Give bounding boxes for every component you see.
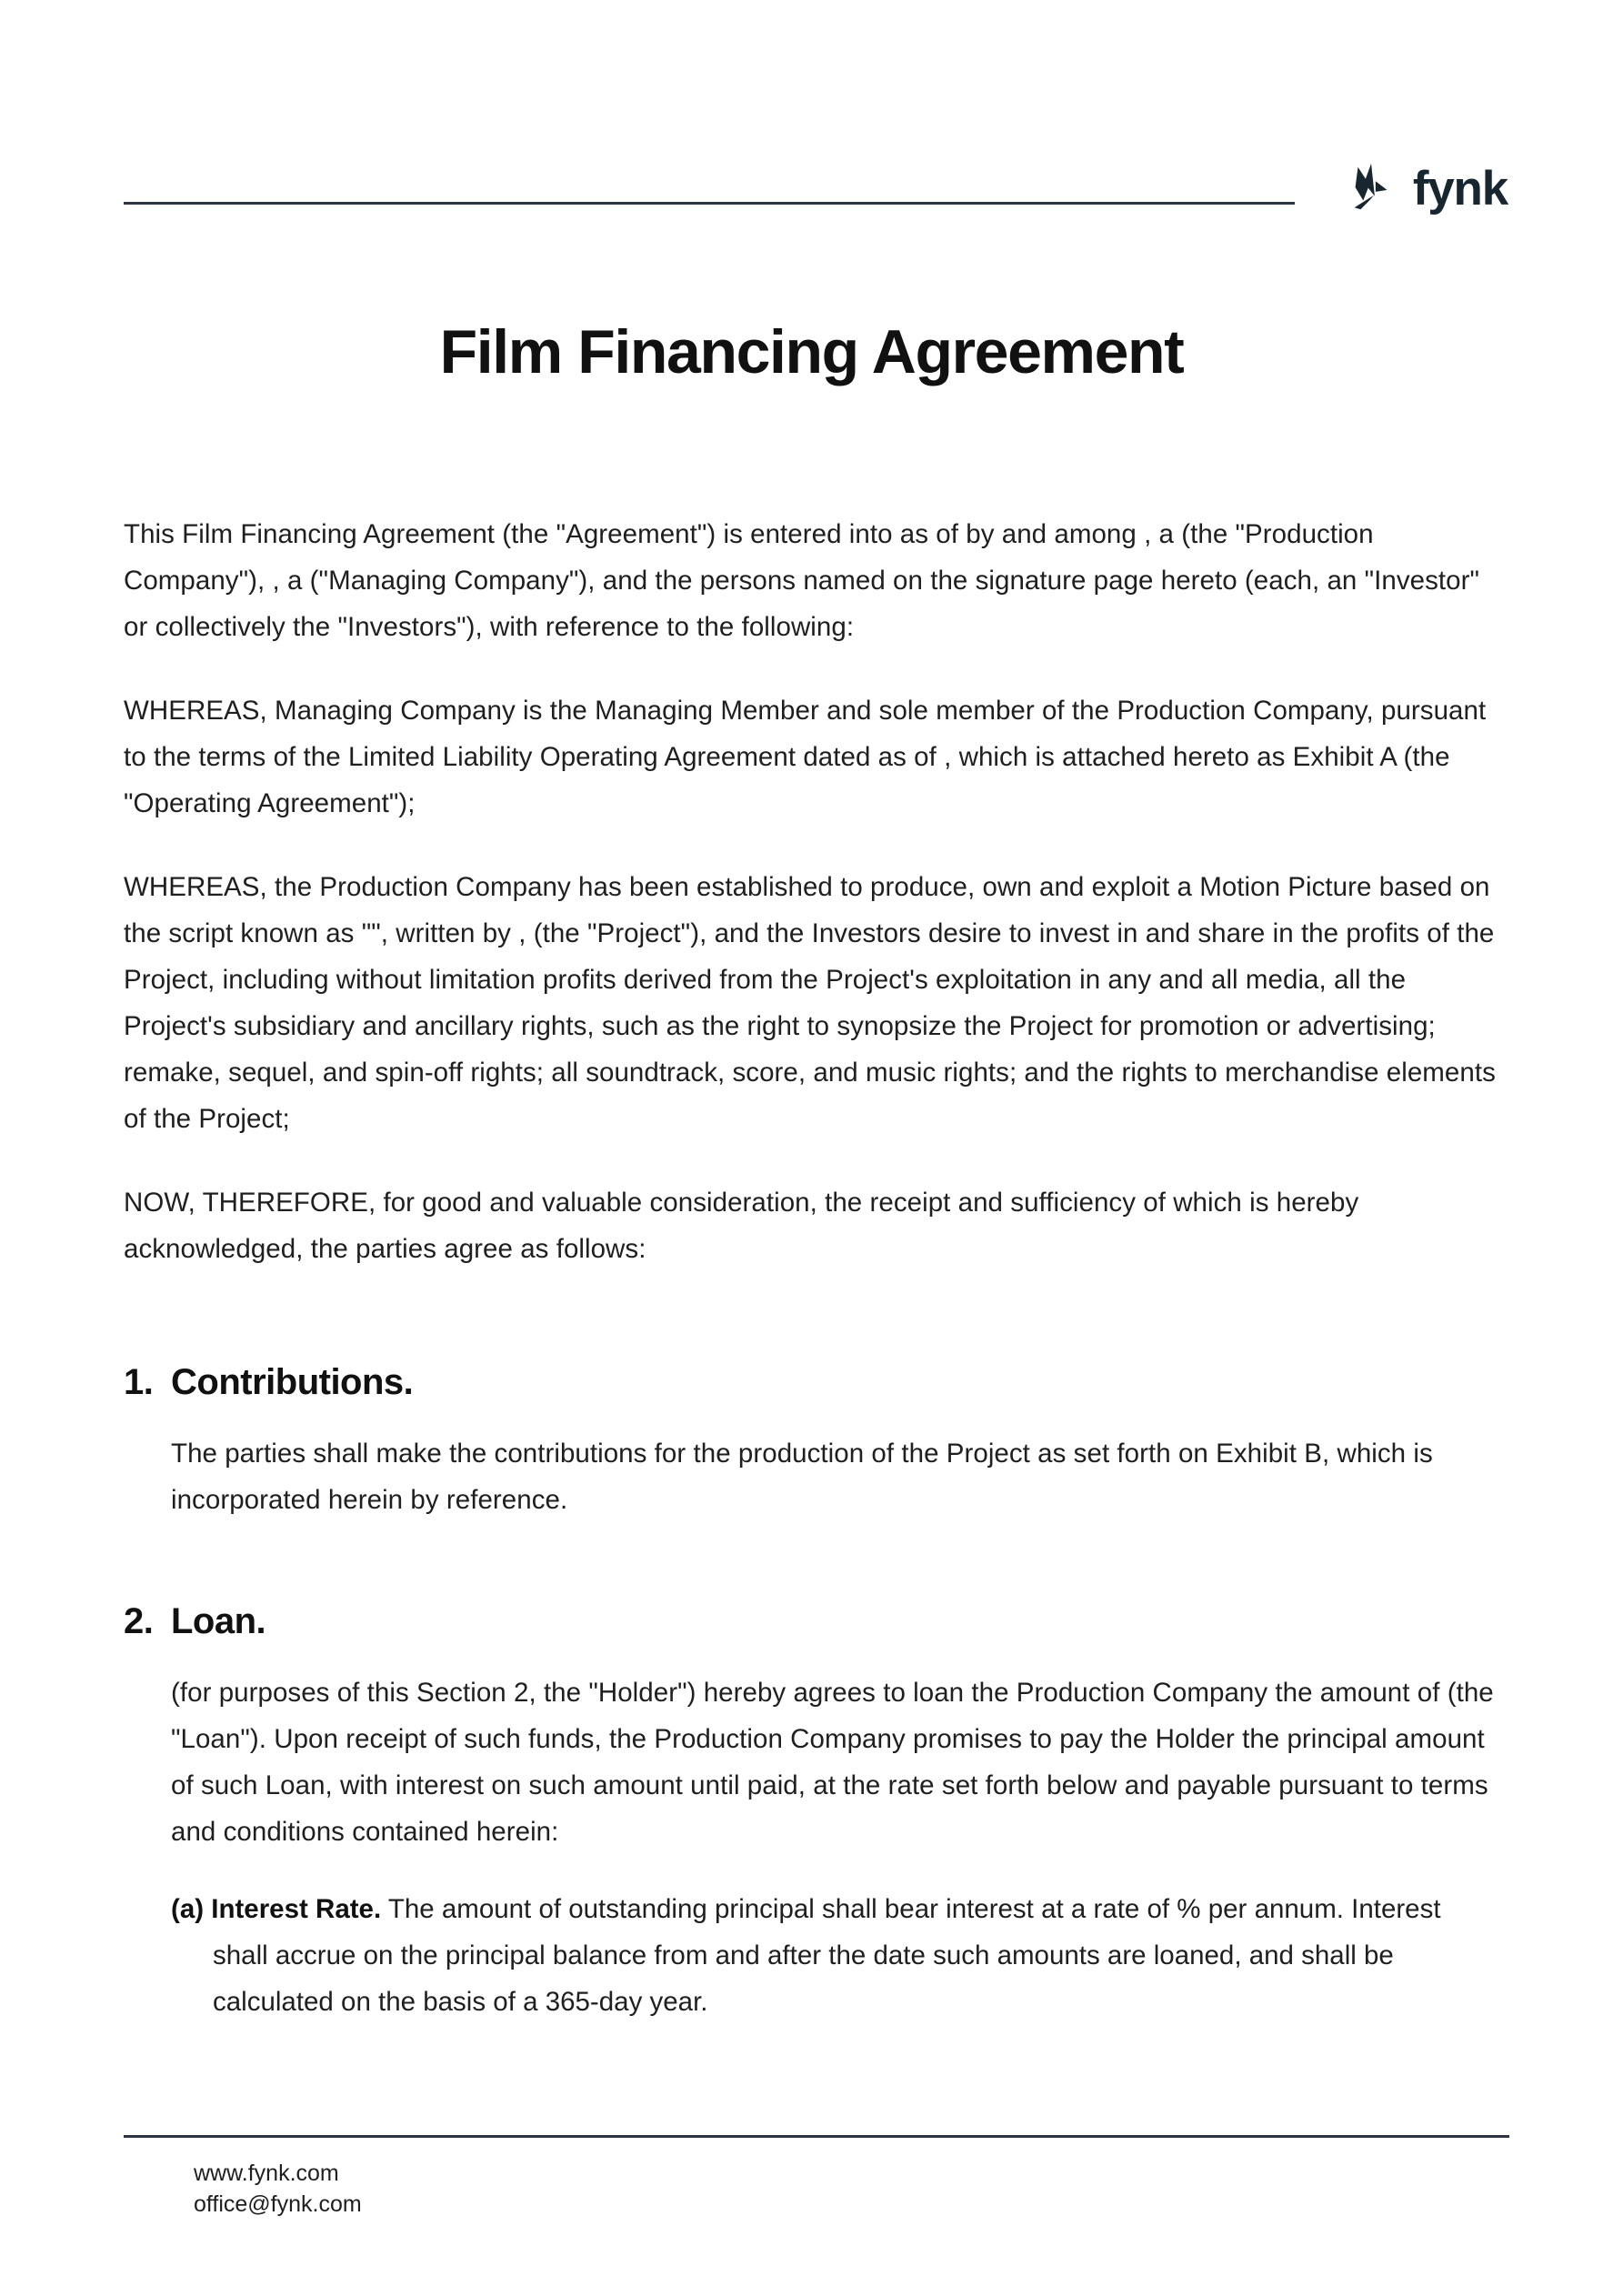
sub-item-interest-rate bbox=[171, 1886, 1497, 2025]
preamble-paragraph-1: This Film Financing Agreement (the "Agreement") is entered into as of by and among , a (the "Production Company"), , a ("Managing Company"), and the persons named on the signature page hereto (each, an "Investor" or collectively the "Investors"), with reference to the following: bbox=[124, 519, 1480, 642]
footer-contact bbox=[194, 2158, 1509, 2220]
brand-wordmark: fynk bbox=[1412, 161, 1508, 216]
page-title: Film Financing Agreement bbox=[439, 317, 1184, 386]
section-loan bbox=[124, 1581, 1497, 2025]
section-heading bbox=[124, 1581, 1497, 1642]
section-paragraph: The parties shall make the contributions for the production of the Project as set forth on Exhibit B, which is incorporated herein by reference. bbox=[171, 1439, 1433, 1515]
document-body bbox=[124, 511, 1497, 2056]
sub-item-label: (a) Interest Rate. bbox=[171, 1894, 382, 1924]
spacer bbox=[124, 1309, 1497, 1342]
header-divider bbox=[124, 202, 1295, 205]
section-paragraph: (for purposes of this Section 2, the "Holder") hereby agrees to loan the Production Company the amount of (the "Loan"). Upon receipt of such funds, the Production Company promises to pay the Holder the principal amount of such Loan, with interest on such amount until paid, at the rate set forth below and payable pursuant to terms and conditions contained herein: bbox=[171, 1678, 1494, 1847]
fynk-bird-logo-icon bbox=[1344, 158, 1400, 215]
preamble-paragraph-4: NOW, THEREFORE, for good and valuable consideration, the receipt and sufficiency of which is hereby acknowledged, the parties agree as follows: bbox=[124, 1188, 1359, 1264]
page-footer bbox=[124, 2135, 1509, 2220]
section-title: Loan. bbox=[171, 1601, 266, 1641]
section-title: Contributions. bbox=[171, 1362, 414, 1402]
sub-item-text: The amount of outstanding principal shall bear interest at a rate of % per annum. Interest shall accrue on the principal balance from and after the date such amounts are loaned, and shall be calculated on the basis of a 365-day year. bbox=[213, 1894, 1441, 2017]
preamble-paragraph-2: WHEREAS, Managing Company is the Managing Member and sole member of the Production Company, pursuant to the terms of the Limited Liability Operating Agreement dated as of , which is attached hereto as Exhibit A (the "Operating Agreement"); bbox=[124, 696, 1487, 818]
section-heading bbox=[124, 1342, 1497, 1403]
footer-website[interactable]: www.fynk.com bbox=[194, 2161, 339, 2186]
brand-logo bbox=[1344, 158, 1509, 215]
preamble-paragraph-3: WHEREAS, the Production Company has been established to produce, own and exploit a Motion Picture based on the script known as "", written by , (the "Project"), and the Investors desire to invest in and share in the profits of the Project, including without limitation profits derived from the Project's exploitation in any and all media, all the Project's subsidiary and ancillary rights, such as the right to synopsize the Project for promotion or advertising; remake, sequel, and spin-off rights; all soundtrack, score, and music rights; and the rights to merchandise elements of the Project; bbox=[124, 872, 1496, 1134]
page-header bbox=[124, 145, 1509, 227]
section-body bbox=[171, 1669, 1497, 2025]
section-number: 2. bbox=[124, 1601, 154, 1641]
footer-divider bbox=[124, 2135, 1509, 2138]
section-contributions bbox=[124, 1342, 1497, 1523]
footer-email[interactable]: office@fynk.com bbox=[194, 2191, 362, 2217]
spacer bbox=[124, 1554, 1497, 1581]
section-number: 1. bbox=[124, 1362, 154, 1402]
section-body bbox=[171, 1430, 1497, 1523]
